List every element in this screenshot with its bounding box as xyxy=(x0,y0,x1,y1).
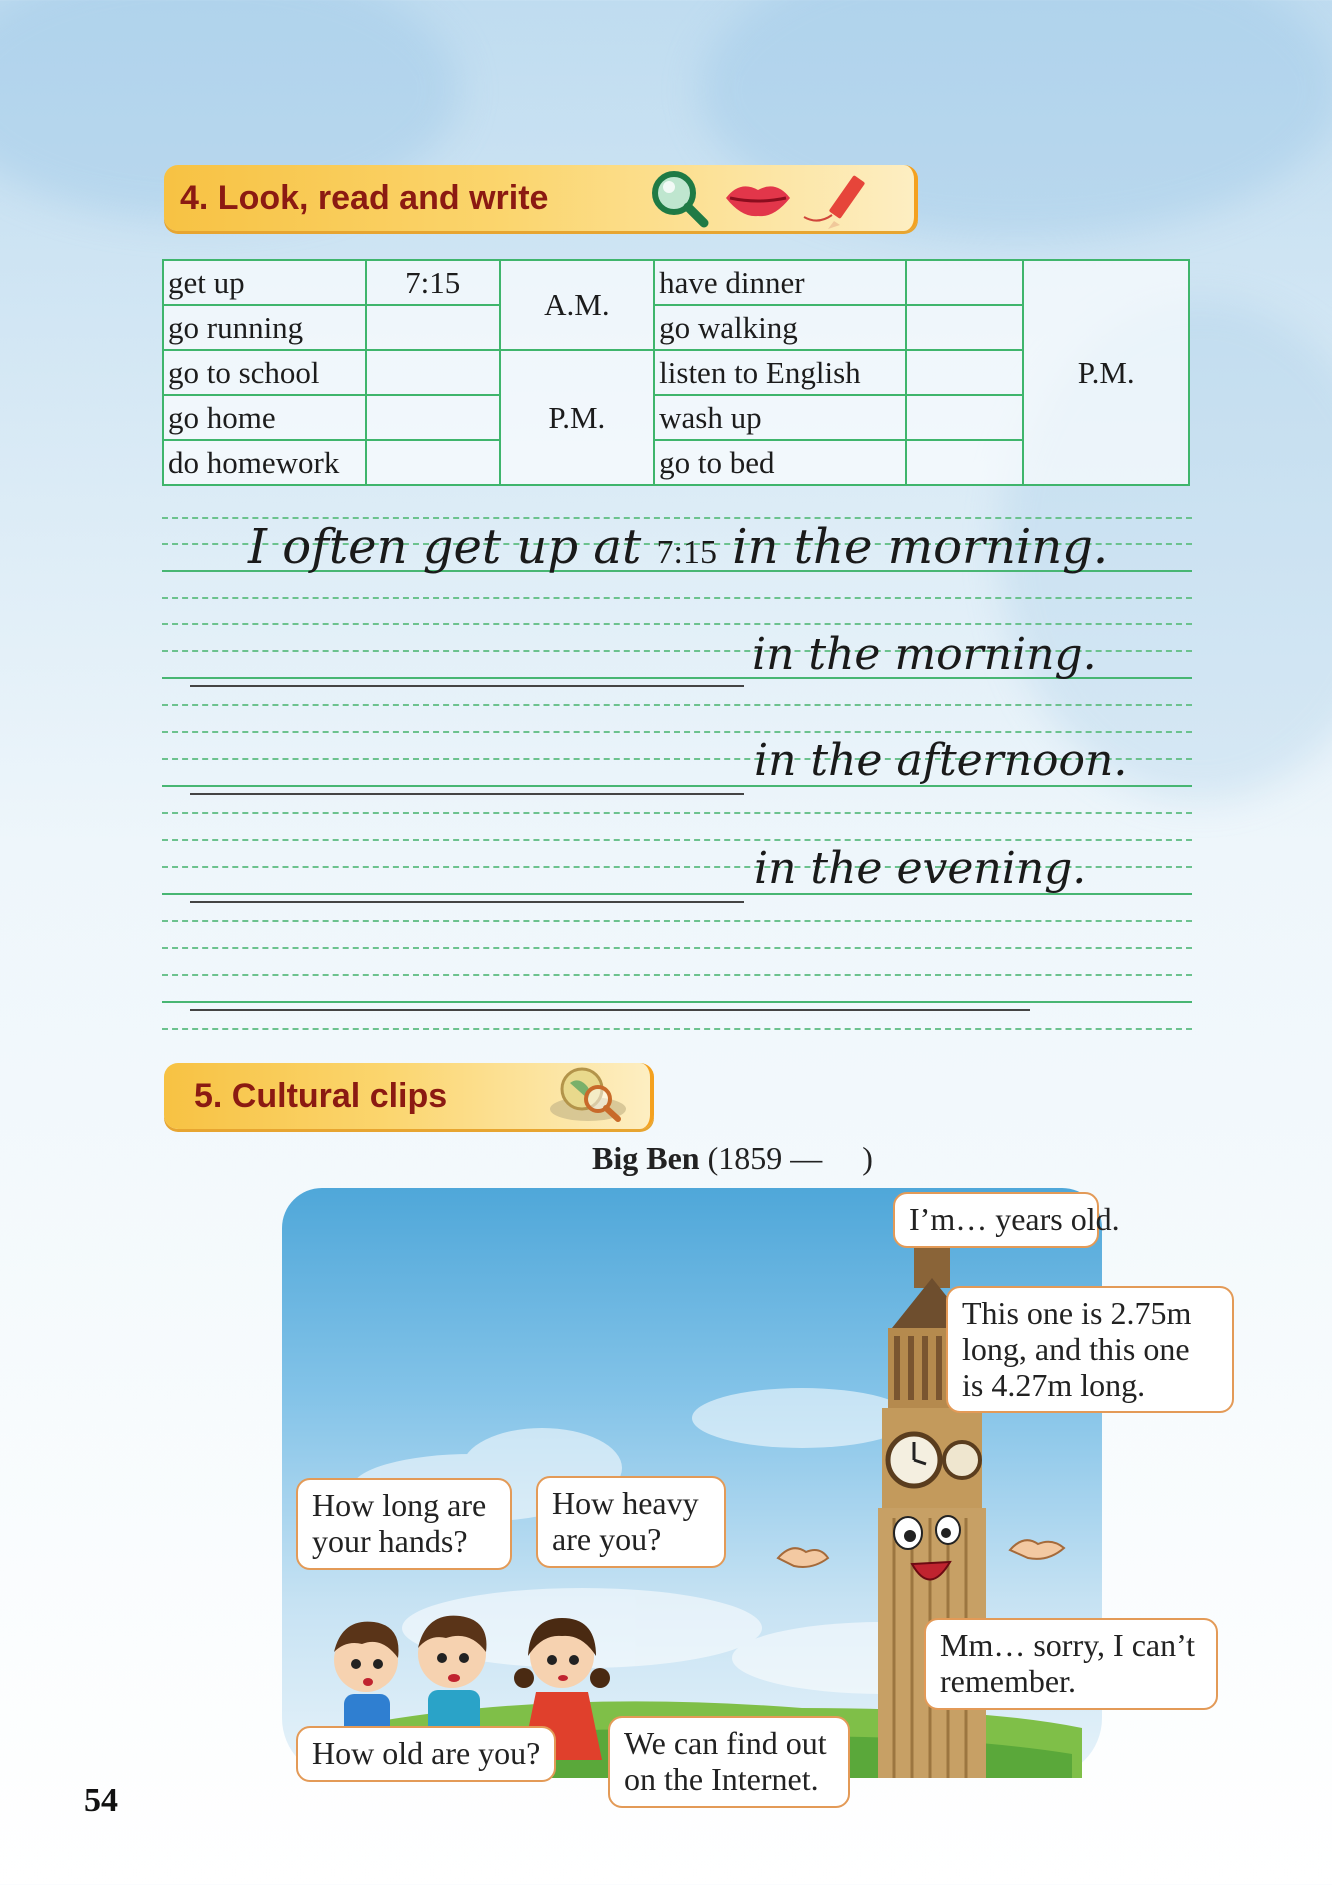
time-cell xyxy=(906,305,1023,350)
answer-blank[interactable] xyxy=(190,901,744,903)
example-time: 7:15 xyxy=(656,534,717,571)
section-5-title: 5. Cultural clips xyxy=(194,1076,448,1115)
big-ben-name: Big Ben xyxy=(592,1140,700,1176)
activity-cell: go home xyxy=(163,395,366,440)
activity-cell: wash up xyxy=(654,395,906,440)
tower-left-hand xyxy=(772,1536,832,1576)
bubble-internet: We can find out on the Internet. xyxy=(608,1716,850,1808)
time-cell: 7:15 xyxy=(366,260,500,305)
table-row xyxy=(163,260,1189,305)
time-cell xyxy=(366,440,500,485)
time-cell xyxy=(366,395,500,440)
activity-cell: go walking xyxy=(654,305,906,350)
tower-right-hand xyxy=(1004,1528,1068,1568)
time-cell xyxy=(906,440,1023,485)
activity-cell: get up xyxy=(163,260,366,305)
example-suffix: in the morning. xyxy=(732,519,1109,575)
activity-cell: go to school xyxy=(163,350,366,395)
bubble-hands-length: This one is 2.75m long, and this one is 4.27m long. xyxy=(946,1286,1234,1413)
bubble-how-long: How long are your hands? xyxy=(296,1478,512,1570)
section-4-title: 4. Look, read and write xyxy=(180,178,549,217)
pm-label-right: P.M. xyxy=(1023,260,1189,485)
bubble-how-old: How old are you? xyxy=(296,1726,556,1782)
section-4-header xyxy=(164,165,918,231)
answer-blank[interactable] xyxy=(190,1009,1030,1011)
writing-line-4 xyxy=(162,839,1192,947)
big-ben-years: (1859 — ) xyxy=(707,1140,873,1176)
writing-line-5 xyxy=(162,947,1192,1055)
phrase-evening: in the evening. xyxy=(754,843,1087,894)
activity-cell: do homework xyxy=(163,440,366,485)
phrase-afternoon: in the afternoon. xyxy=(754,735,1128,786)
lips-icon xyxy=(722,174,794,224)
writing-line-3 xyxy=(162,731,1192,839)
answer-blank[interactable] xyxy=(190,793,744,795)
magnifier-icon xyxy=(648,167,716,231)
time-cell xyxy=(906,350,1023,395)
writing-line-1 xyxy=(162,515,1192,623)
schedule-table xyxy=(162,259,1190,486)
activity-cell: go running xyxy=(163,305,366,350)
example-sentence xyxy=(248,519,1108,575)
bubble-how-heavy: How heavy are you? xyxy=(536,1476,726,1568)
big-ben-caption xyxy=(592,1140,873,1177)
pm-label-left: P.M. xyxy=(500,350,655,485)
time-cell xyxy=(906,395,1023,440)
bubble-sorry: Mm… sorry, I can’t remember. xyxy=(924,1618,1218,1710)
page-number: 54 xyxy=(84,1782,118,1819)
time-cell xyxy=(366,350,500,395)
bubble-years-old: I’m… years old. xyxy=(893,1192,1099,1248)
activity-cell: go to bed xyxy=(654,440,906,485)
example-prefix: I often get up at xyxy=(248,519,642,575)
pencil-icon xyxy=(798,167,894,231)
globe-magnifier-icon xyxy=(548,1063,632,1129)
activity-cell: have dinner xyxy=(654,260,906,305)
time-cell xyxy=(906,260,1023,305)
phrase-morning: in the morning. xyxy=(752,629,1097,680)
time-cell xyxy=(366,305,500,350)
writing-area xyxy=(162,515,1192,1055)
activity-cell: listen to English xyxy=(654,350,906,395)
answer-blank[interactable] xyxy=(190,685,744,687)
writing-line-2 xyxy=(162,623,1192,731)
section-5-header xyxy=(164,1063,654,1129)
am-label: A.M. xyxy=(500,260,655,350)
